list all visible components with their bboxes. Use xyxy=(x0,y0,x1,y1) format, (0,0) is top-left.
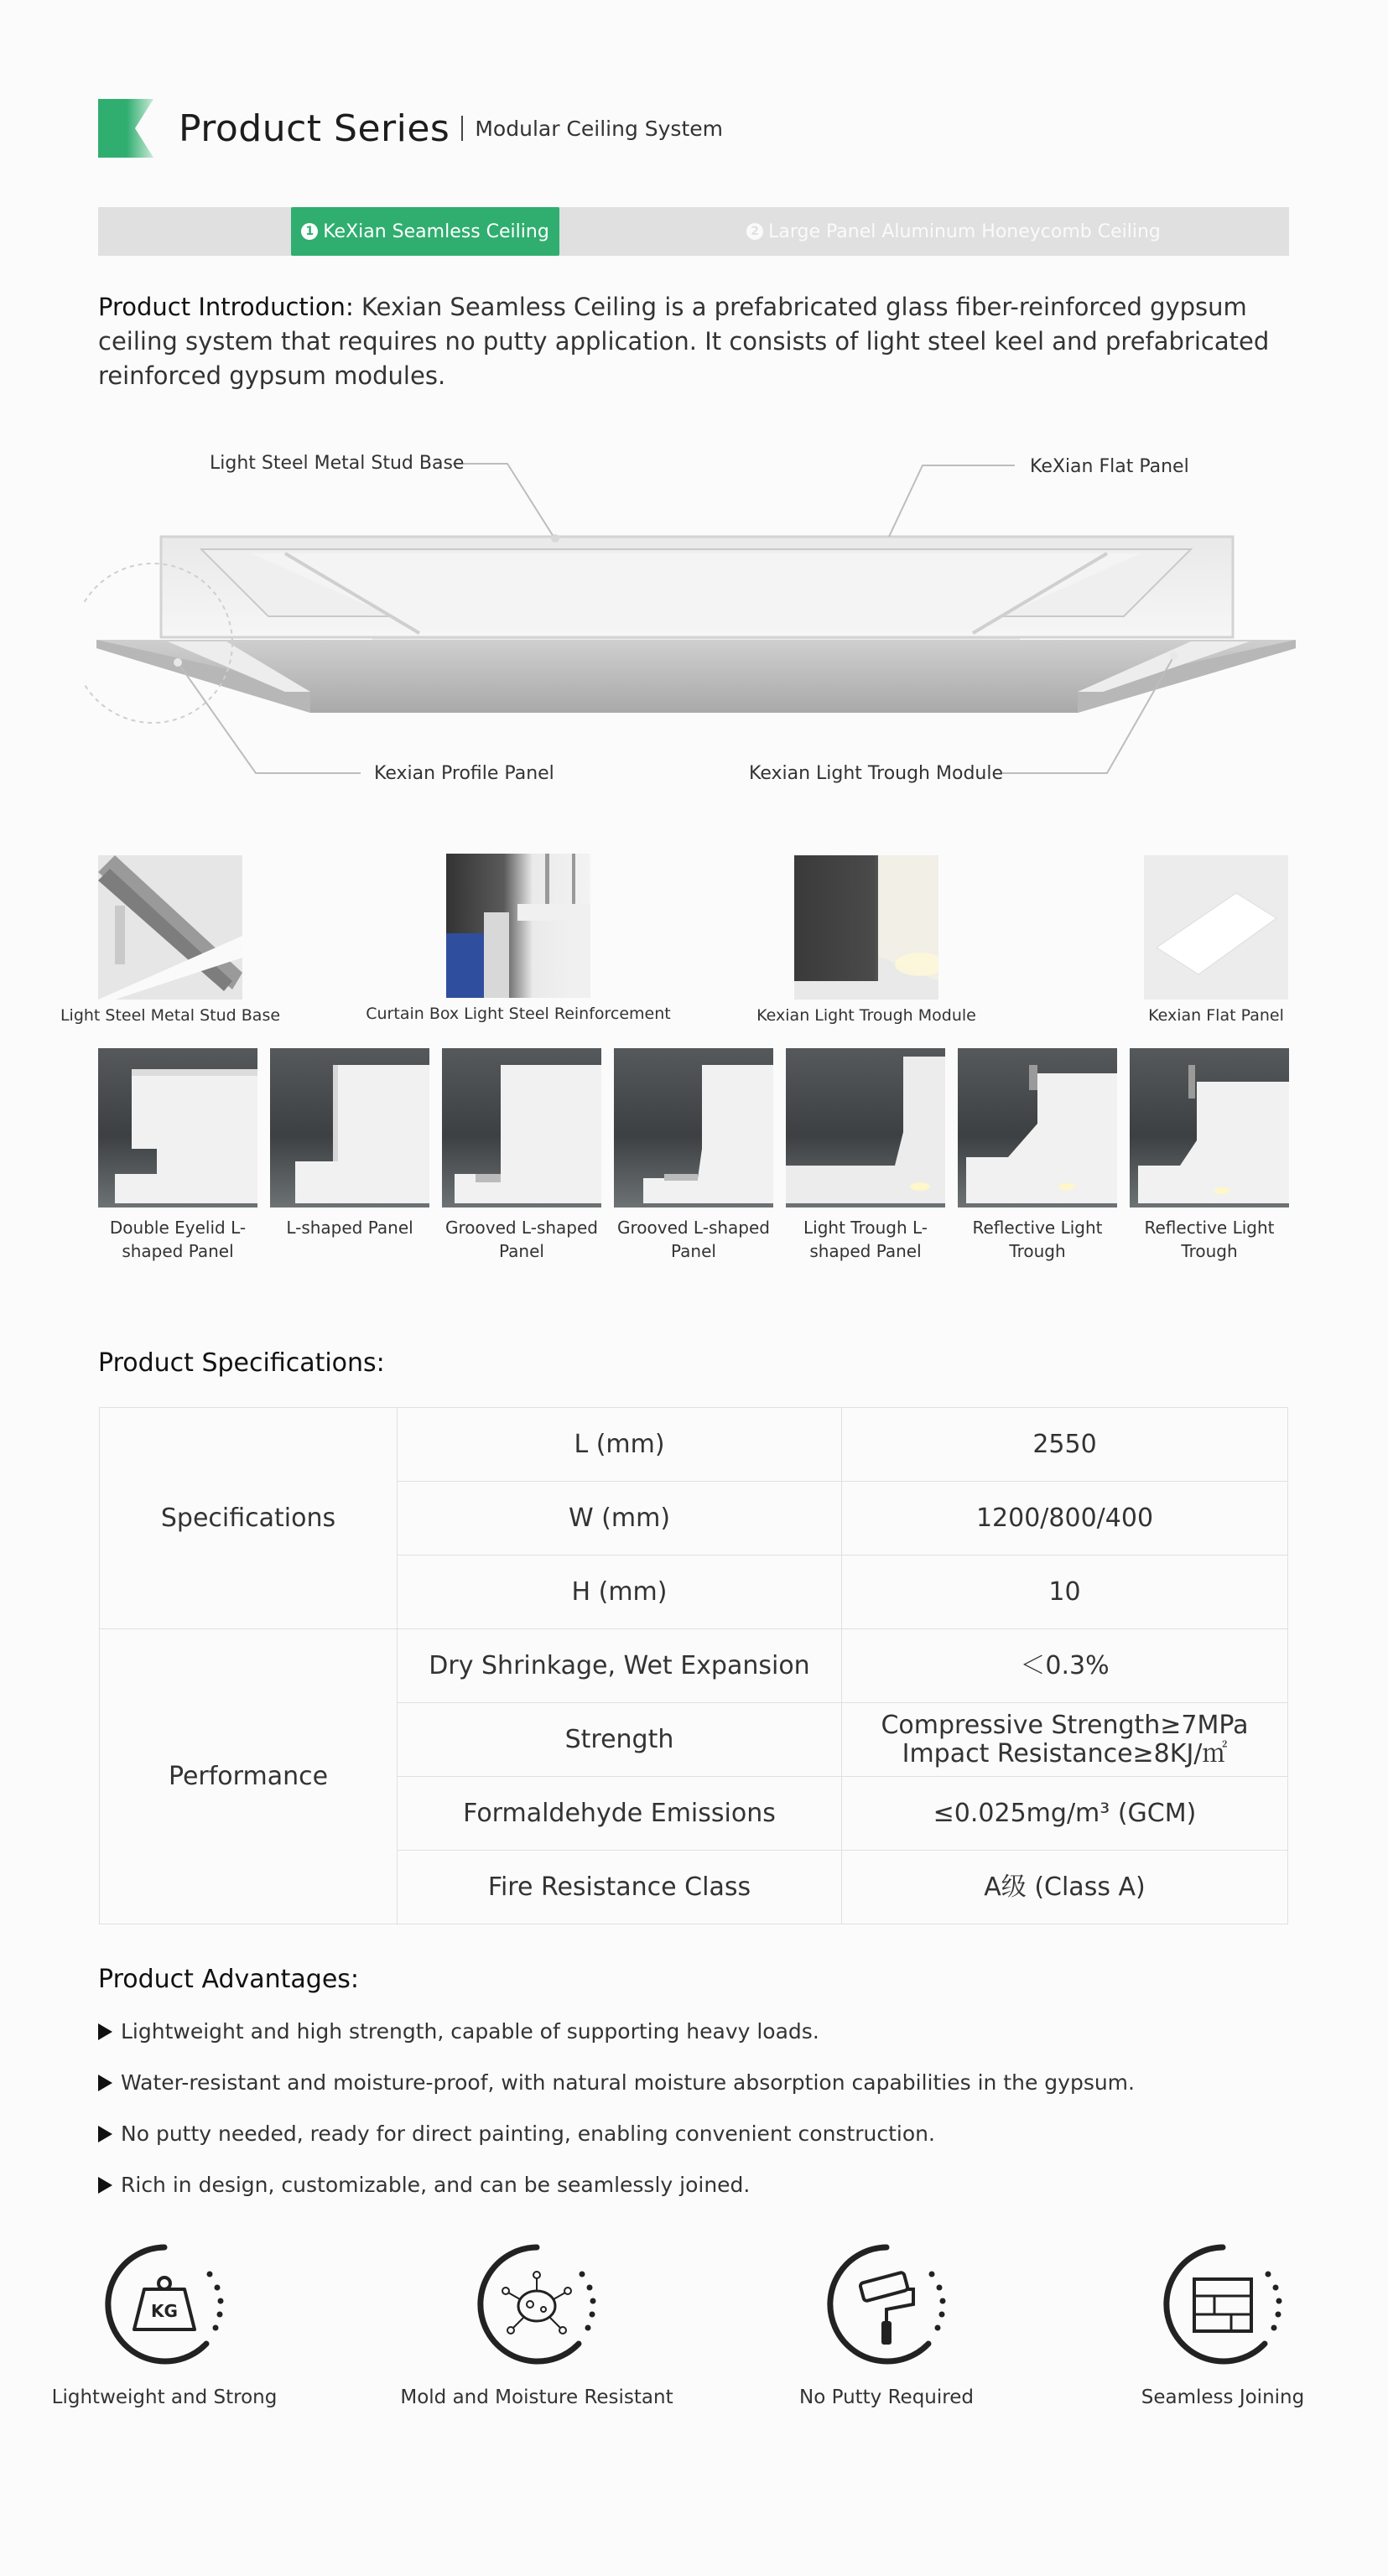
profile-reflective-light-trough-1 xyxy=(958,1048,1117,1263)
param-cell: Fire Resistance Class xyxy=(398,1851,842,1924)
profile-reflective-light-trough-2 xyxy=(1130,1048,1289,1263)
group-specifications: Specifications xyxy=(100,1408,398,1629)
advantage-item: Rich in design, customizable, and can be seamlessly joined. xyxy=(98,2173,750,2197)
table-row xyxy=(100,1629,1288,1703)
profile-image xyxy=(958,1048,1117,1208)
value-cell: A级 (Class A) xyxy=(842,1851,1288,1924)
value-cell: 10 xyxy=(842,1555,1288,1629)
page-subtitle: Modular Ceiling System xyxy=(475,116,723,141)
label-kexian-profile-panel: Kexian Profile Panel xyxy=(374,763,554,784)
page-title: Product Series xyxy=(179,106,450,150)
profile-grooved-l-panel-1 xyxy=(442,1048,601,1263)
product-tab-bar xyxy=(98,207,1289,256)
number-2-icon: 2 xyxy=(746,223,763,240)
profile-image xyxy=(614,1048,773,1208)
label-kexian-flat-panel: KeXian Flat Panel xyxy=(1030,456,1189,477)
curtain-box-image xyxy=(446,854,590,998)
value-cell: 2550 xyxy=(842,1408,1288,1482)
value-line-1: Compressive Strength≥7MPa xyxy=(881,1710,1249,1740)
specifications-table xyxy=(99,1407,1288,1924)
label-light-steel-stud-base: Light Steel Metal Stud Base xyxy=(210,453,465,474)
profile-image xyxy=(1130,1048,1289,1208)
triangle-bullet-icon xyxy=(98,2177,112,2194)
triangle-bullet-icon xyxy=(98,2126,112,2142)
intro-text: Kexian Seamless Ceiling is a prefabricated glass fiber-reinforced gypsum ceiling system that requires no putty application. It consists of light steel keel and prefabricated reinforced gypsum modules. xyxy=(98,293,1270,390)
profile-caption: Double Eyelid L-shaped Panel xyxy=(109,1218,247,1261)
tab-kexian-seamless-ceiling[interactable] xyxy=(291,207,559,256)
triangle-bullet-icon xyxy=(98,2075,112,2091)
badge-caption: Lightweight and Strong xyxy=(51,2386,278,2408)
param-cell: Dry Shrinkage, Wet Expansion xyxy=(398,1629,842,1703)
value-cell xyxy=(842,1703,1288,1777)
advantage-item: Water-resistant and moisture-proof, with natural moisture absorption capabilities in the gypsum. xyxy=(98,2070,1135,2095)
profile-caption: Reflective Light Trough xyxy=(972,1218,1103,1261)
component-caption: Light Steel Metal Stud Base xyxy=(60,1006,281,1025)
param-cell: W (mm) xyxy=(398,1482,842,1555)
specifications-heading: Product Specifications: xyxy=(98,1348,385,1378)
profile-caption: Reflective Light Trough xyxy=(1144,1218,1275,1261)
profile-caption: Light Trough L-shaped Panel xyxy=(803,1218,928,1261)
intro-heading: Product Introduction: xyxy=(98,293,354,321)
param-cell: Strength xyxy=(398,1703,842,1777)
profile-grooved-l-panel-2 xyxy=(614,1048,773,1263)
profile-caption: L-shaped Panel xyxy=(286,1218,413,1238)
profile-caption: Grooved L-shaped Panel xyxy=(616,1218,770,1261)
profile-image xyxy=(270,1048,429,1208)
value-cell: ≤0.025mg/m³ (GCM) xyxy=(842,1777,1288,1851)
component-kexian-flat-panel xyxy=(1144,855,1288,1025)
param-cell: Formaldehyde Emissions xyxy=(398,1777,842,1851)
flat-panel-image xyxy=(1144,855,1288,1000)
profile-image xyxy=(442,1048,601,1208)
stud-base-image xyxy=(98,855,242,1000)
tab-aluminum-honeycomb-ceiling[interactable] xyxy=(736,207,1172,256)
label-kexian-light-trough-module: Kexian Light Trough Module xyxy=(749,763,1003,784)
component-curtain-box-reinforcement xyxy=(366,854,671,1023)
value-cell: 1200/800/400 xyxy=(842,1482,1288,1555)
profile-caption: Grooved L-shaped Panel xyxy=(444,1218,598,1261)
profile-image xyxy=(786,1048,945,1208)
badge-caption: No Putty Required xyxy=(799,2386,974,2408)
component-caption: Kexian Light Trough Module xyxy=(756,1006,976,1025)
product-introduction xyxy=(98,290,1297,393)
ceiling-structure-diagram xyxy=(84,436,1308,797)
param-cell: H (mm) xyxy=(398,1555,842,1629)
param-cell: L (mm) xyxy=(398,1408,842,1482)
component-light-trough-module xyxy=(756,855,976,1025)
page-header xyxy=(98,99,723,158)
badge-caption: Mold and Moisture Resistant xyxy=(400,2386,673,2408)
table-row xyxy=(100,1408,1288,1482)
component-caption: Curtain Box Light Steel Reinforcement xyxy=(366,1005,671,1023)
paint-roller-icon xyxy=(819,2237,954,2371)
number-1-icon: 1 xyxy=(301,223,318,240)
tab-label: KeXian Seamless Ceiling xyxy=(323,221,549,242)
brand-logo xyxy=(98,99,153,158)
component-light-steel-stud-base xyxy=(60,855,281,1025)
title-divider xyxy=(461,116,463,141)
value-cell: ＜0.3% xyxy=(842,1629,1288,1703)
panel-grid-icon xyxy=(1156,2237,1290,2371)
profile-l-shaped-panel xyxy=(270,1048,429,1239)
ceiling-render xyxy=(84,436,1308,797)
group-performance: Performance xyxy=(100,1629,398,1924)
svg-text:KG: KG xyxy=(151,2301,178,2321)
kg-weight-icon xyxy=(97,2237,231,2371)
tab-label: Large Panel Aluminum Honeycomb Ceiling xyxy=(768,221,1161,242)
advantages-heading: Product Advantages: xyxy=(98,1965,360,1994)
value-line-2: Impact Resistance≥8KJ/㎡ xyxy=(902,1738,1228,1768)
component-caption: Kexian Flat Panel xyxy=(1148,1006,1284,1025)
badge-caption: Seamless Joining xyxy=(1141,2386,1305,2408)
light-trough-image xyxy=(794,855,938,1000)
advantage-item: Lightweight and high strength, capable of supporting heavy loads. xyxy=(98,2019,819,2044)
advantage-item: No putty needed, ready for direct painting, enabling convenient construction. xyxy=(98,2122,935,2146)
triangle-bullet-icon xyxy=(98,2023,112,2040)
profile-double-eyelid-l-panel xyxy=(98,1048,257,1263)
mold-bacteria-icon xyxy=(470,2237,604,2371)
profile-light-trough-l-panel xyxy=(786,1048,945,1263)
profile-image xyxy=(98,1048,257,1208)
